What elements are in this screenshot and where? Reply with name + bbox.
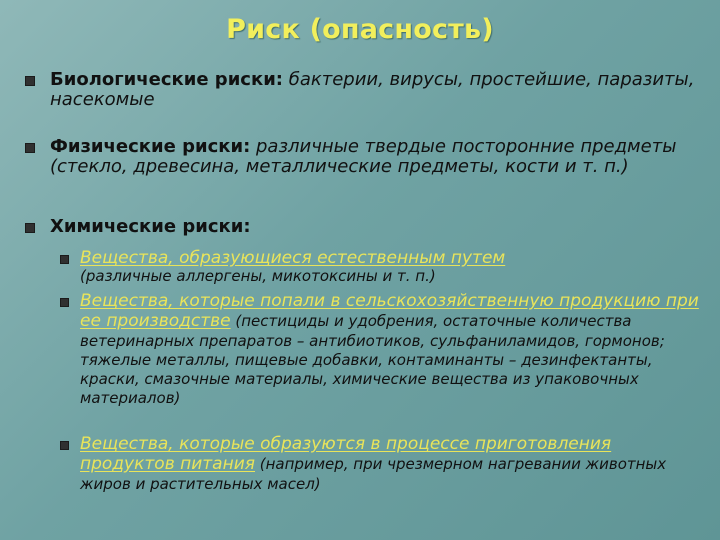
list-item-biological bbox=[50, 70, 710, 110]
list-item-physical bbox=[50, 137, 710, 177]
list-item-chemical bbox=[50, 217, 710, 237]
square-bullet-icon bbox=[60, 255, 69, 264]
subitem-note: (например, при чрезмерном нагревании животных жиров и растительных масел) bbox=[80, 455, 667, 493]
subitem-highlight: Вещества, образующиеся естественным путем bbox=[80, 248, 506, 268]
item-head: Химические риски: bbox=[50, 216, 251, 237]
square-bullet-icon bbox=[60, 441, 69, 450]
slide-title: Риск (опасность) bbox=[226, 14, 494, 45]
subitem-note: (различные аллергены, микотоксины и т. п.) bbox=[80, 267, 436, 285]
item-head: Физические риски: bbox=[50, 136, 251, 157]
subitem-highlight: Вещества, которые образуются в процессе приготовления продуктов питания bbox=[80, 434, 612, 474]
square-bullet-icon bbox=[25, 223, 35, 233]
item-body: различные твердые посторонние предметы (стекло, древесина, металлические предметы, кости и т. п.) bbox=[50, 136, 677, 177]
square-bullet-icon bbox=[25, 76, 35, 86]
item-body: бактерии, вирусы, простейшие, паразиты, насекомые bbox=[50, 69, 695, 110]
item-head: Биологические риски: bbox=[50, 69, 283, 90]
sublist-item-natural bbox=[80, 248, 710, 284]
sublist-item-agricultural bbox=[80, 291, 710, 407]
square-bullet-icon bbox=[25, 143, 35, 153]
square-bullet-icon bbox=[60, 298, 69, 307]
sublist-item-cooking bbox=[80, 434, 710, 493]
subitem-note: (пестициды и удобрения, остаточные количества ветеринарных препаратов – антибиотиков, сульфаниламидов, гормонов; тяжелые металлы, пищевые добавки, контаминанты – дезинфектанты, краски, смазочные материалы, химические вещества из упаковочных материалов) bbox=[80, 312, 665, 407]
subitem-highlight: Вещества, которые попали в сельскохозяйственную продукцию при ее производстве bbox=[80, 291, 699, 331]
